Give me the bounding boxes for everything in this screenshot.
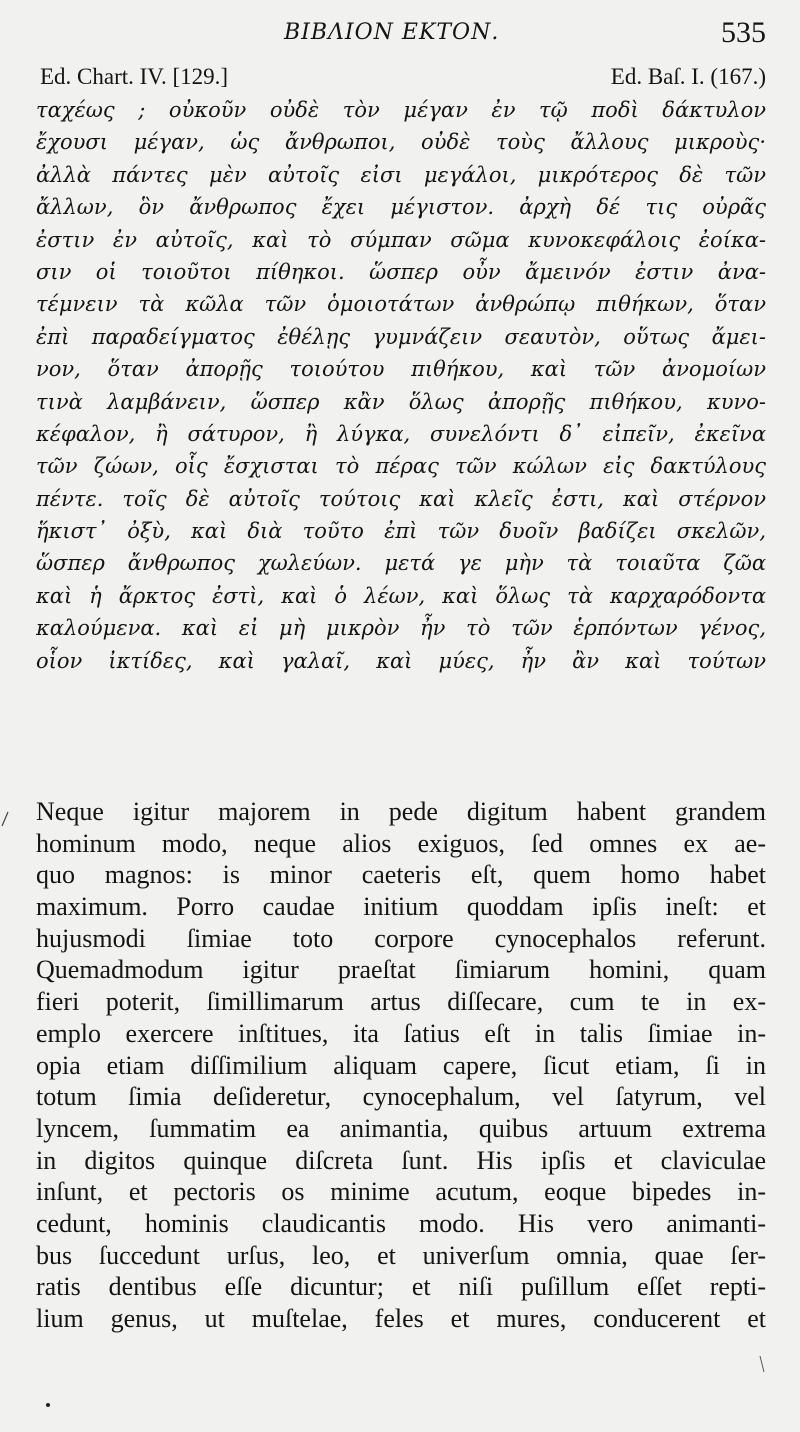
edition-chartier-reference: Ed. Chart. IV. [129.] — [40, 64, 229, 89]
latin-text-line: hominum modo, neque alios exiguos, ſed omnes ex ae- — [36, 828, 766, 858]
latin-text-line: in digitos quinque diſcreta ſunt. His ipſis et claviculae — [36, 1145, 766, 1175]
page-header — [0, 14, 800, 54]
greek-text-block — [36, 94, 766, 677]
latin-text-line: totum ſimia deſideretur, cynocephalum, vel ſatyrum, vel — [36, 1082, 766, 1112]
greek-text-line: ταχέως ; οὐκοῦν οὐδὲ τὸν μέγαν ἐν τῷ ποδὶ δάκτυλον — [36, 98, 766, 122]
greek-text-line: ἀλλὰ πάντες μὲν αὐτοῖς εἰσι μεγάλοι, μικρότερος δὲ τῶν — [36, 162, 766, 187]
edition-references — [40, 64, 766, 94]
latin-text-line: emplo exercere inſtitues, ita ſatius eſt in talis ſimiae in- — [36, 1018, 766, 1048]
greek-text-line: κέφαλον, ἢ σάτυρον, ἢ λύγκα, συνελόντι δ᾽ εἰπεῖν, ἐκεῖνα — [36, 421, 766, 446]
greek-text-line: ἄλλων, ὃν ἄνθρωπος ἔχει μέγιστον. ἀρχὴ δέ τις οὐρᾶς — [36, 195, 766, 220]
greek-text-line: ἐπὶ παραδείγματος ἐθέλῃς γυμνάζειν σεαυτὸν, οὕτως ἄμει- — [36, 324, 766, 349]
greek-text-line: τέμνειν τὰ κῶλα τῶν ὁμοιοτάτων ἀνθρώπῳ πιθήκων, ὅταν — [36, 292, 766, 317]
latin-text-line: ratis dentibus eſſe dicuntur; et niſi puſillum eſſet repti- — [36, 1272, 766, 1302]
latin-text-line: lium genus, ut muſtelae, feles et mures, conducerent et — [36, 1304, 766, 1333]
greek-text-line: τινὰ λαμβάνειν, ὥσπερ κἂν ὅλως ἀπορῇς πιθήκου, κυνο- — [36, 389, 766, 414]
latin-text-line: inſunt, et pectoris os minime acutum, eoque bipedes in- — [36, 1177, 766, 1207]
greek-text-line: νον, ὅταν ἀπορῇς τοιούτου πιθήκου, καὶ τῶν ἀνομοίων — [36, 357, 766, 382]
margin-mark — [2, 812, 8, 826]
greek-text-line: ἐστιν ἐν αὐτοῖς, καὶ τὸ σύμπαν σῶμα κυνοκεφάλοις ἐοίκα- — [36, 227, 766, 252]
latin-text-line: opia etiam diſſimilium aliquam capere, ſicut etiam, ſi in — [36, 1050, 766, 1080]
latin-text-line: hujusmodi ſimiae toto corpore cynocephalos referunt. — [36, 923, 766, 953]
latin-text-line: Quemadmodum igitur praeſtat ſimiarum homini, quam — [36, 955, 766, 985]
running-title: ΒΙΒΛΙΟΝ ΕΚΤΟΝ. — [284, 20, 500, 45]
latin-text-line: maximum. Porro caudae initium quoddam ipſis ineſt: et — [36, 892, 766, 922]
latin-text-line: bus ſuccedunt urſus, leo, et univerſum omnia, quae ſer- — [36, 1240, 766, 1270]
latin-text-line: Neque igitur majorem in pede digitum habent grandem — [36, 797, 766, 826]
latin-text-line: cedunt, hominis claudicantis modo. His vero animanti- — [36, 1208, 766, 1238]
latin-translation-block — [36, 796, 766, 1335]
greek-text-line: οἷον ἰκτίδες, καὶ γαλαῖ, καὶ μύες, ἦν ἂν καὶ τούτων — [36, 648, 766, 673]
margin-mark — [760, 1356, 764, 1372]
page-number: 535 — [721, 16, 766, 49]
greek-text-line: καλούμενα. καὶ εἰ μὴ μικρὸν ἦν τὸ τῶν ἑρπόντων γένος, — [36, 616, 766, 641]
greek-text-line: ἔχουσι μέγαν, ὡς ἄνθρωποι, οὐδὲ τοὺς ἄλλους μικροὺς· — [36, 130, 766, 155]
latin-text-line: quo magnos: is minor caeteris eſt, quem homo habet — [36, 860, 766, 890]
edition-basel-reference: Ed. Baſ. I. (167.) — [610, 64, 766, 89]
ink-speck — [46, 1403, 50, 1407]
greek-text-line: ὥσπερ ἄνθρωπος χωλεύων. μετά γε μὴν τὰ τοιαῦτα ζῶα — [36, 551, 766, 576]
greek-text-line: πέντε. τοῖς δὲ αὐτοῖς τούτοις καὶ κλεῖς ἐστι, καὶ στέρνον — [36, 486, 766, 511]
greek-text-line: σιν οἱ τοιοῦτοι πίθηκοι. ὥσπερ οὖν ἄμεινόν ἐστιν ἀνα- — [36, 259, 766, 284]
greek-text-line: ἥκιστ᾽ ὀξὺ, καὶ διὰ τοῦτο ἐπὶ τῶν δυοῖν βαδίζει σκελῶν, — [36, 519, 766, 544]
greek-text-line: καὶ ἡ ἄρκτος ἐστὶ, καὶ ὁ λέων, καὶ ὅλως τὰ καρχαρόδοντα — [36, 583, 766, 608]
latin-text-line: lyncem, ſummatim ea animantia, quibus artuum extrema — [36, 1113, 766, 1143]
latin-text-line: fieri poterit, ſimillimarum artus diſſecare, cum te in ex- — [36, 987, 766, 1017]
greek-text-line: τῶν ζώων, οἷς ἔσχισται τὸ πέρας τῶν κώλων εἰς δακτύλους — [36, 454, 766, 479]
